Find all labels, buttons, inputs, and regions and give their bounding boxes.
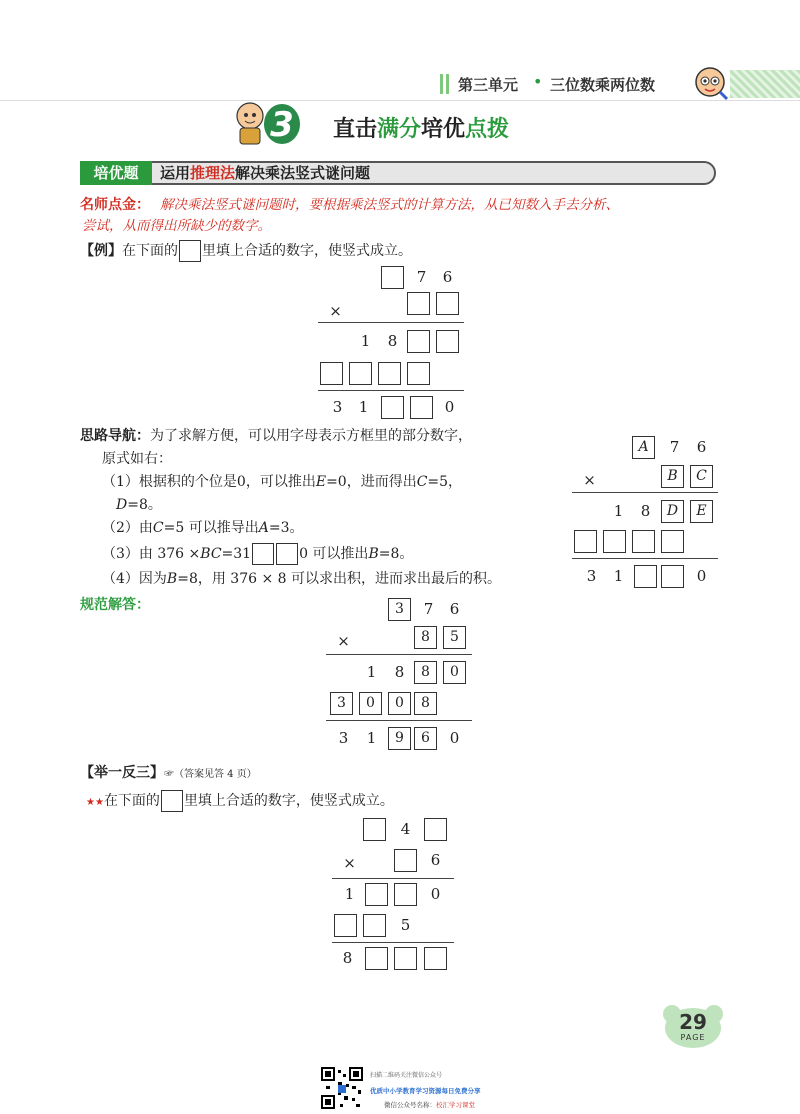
header-topic: 三位数乘两位数	[550, 76, 656, 94]
ans-box: 6	[414, 727, 437, 750]
ans-box: 8	[414, 626, 437, 649]
letter-box	[661, 530, 684, 553]
letter-box-a	[632, 436, 655, 459]
step-3-var: BC	[200, 546, 222, 562]
ans-digit: 1	[366, 729, 377, 747]
ans-box: 0	[443, 661, 466, 684]
blank-box	[252, 543, 274, 565]
ans-box: 0	[359, 692, 382, 715]
step-2-text: =3。	[268, 520, 304, 536]
step-1-text: （1）根据积的个位是0，可以推出	[102, 474, 316, 490]
ex-digit: 8	[387, 332, 398, 350]
practice-text1: 在下面的	[103, 793, 160, 809]
pr-digit: 5	[400, 916, 411, 934]
header-dot: •	[533, 72, 543, 91]
ex-rule	[318, 390, 464, 391]
pr-rule	[332, 878, 454, 879]
step-2	[102, 518, 304, 538]
blank-box	[276, 543, 298, 565]
ans-rule	[326, 720, 472, 721]
banner-title	[160, 163, 370, 183]
letter-box	[603, 530, 626, 553]
ex-box	[349, 362, 372, 385]
practice-note: ☞（答案见答 4 页）	[164, 769, 257, 780]
letter-d: D	[666, 503, 679, 519]
example-text2: 里填上合适的数字，使竖式成立。	[202, 243, 412, 259]
step-2-text: （2）由	[102, 520, 153, 536]
ex-times: ×	[329, 302, 342, 320]
letter-digit: 6	[696, 438, 707, 456]
step-1-cont	[116, 495, 162, 515]
letter-e: E	[696, 503, 707, 519]
footer-line1: 优质中小学教育学习资源每日免费分享	[370, 1087, 481, 1095]
ans-box: 8	[414, 661, 437, 684]
ex-rule	[318, 322, 464, 323]
step-1-text: =5，	[427, 474, 463, 490]
step-4	[102, 569, 501, 589]
pr-box	[365, 947, 388, 970]
step-1-var: D	[116, 497, 128, 513]
letter-box	[661, 565, 684, 588]
step-3-var: B	[368, 546, 379, 562]
ans-box: 0	[388, 692, 411, 715]
header-stripes	[440, 74, 443, 94]
ex-box	[410, 396, 433, 419]
pr-digit: 1	[344, 885, 355, 903]
ex-box-e	[436, 330, 459, 353]
step-2-text: =5 可以推导出	[163, 520, 259, 536]
header-stripes-2	[446, 74, 449, 94]
title-number: 3	[270, 105, 294, 145]
step-2-var: A	[258, 520, 269, 536]
letter-digit: 0	[696, 567, 707, 585]
letter-box	[634, 565, 657, 588]
practice-stars: ★★	[86, 797, 104, 808]
title-part1: 直击	[333, 117, 378, 142]
pr-digit: 4	[400, 820, 411, 838]
ex-box	[320, 362, 343, 385]
thinking-intro: 为了求解方便，可以用字母表示方框里的部分数字，	[150, 428, 472, 444]
mascot-icon	[694, 66, 728, 100]
letter-digit: 3	[586, 567, 597, 585]
title-part3: 培优	[421, 117, 466, 142]
blank-box	[161, 790, 183, 812]
letter-rule	[572, 558, 718, 559]
pr-digit: 8	[342, 949, 353, 967]
letter-box-b	[661, 465, 684, 488]
pr-box	[363, 914, 386, 937]
letter-digit: 8	[640, 502, 651, 520]
pr-box	[394, 849, 417, 872]
ans-digit: 7	[423, 600, 434, 618]
pr-digit: 6	[430, 851, 441, 869]
tip-line1: 解决乘法竖式谜问题时，要根据乘法竖式的计算方法，从已知数入手去分析、	[160, 197, 619, 213]
pr-box	[363, 818, 386, 841]
title-mascot-icon	[232, 98, 302, 148]
ans-digit: 3	[338, 729, 349, 747]
practice-label: 【举一反三】	[80, 765, 164, 781]
letter-digit: 1	[613, 502, 624, 520]
ex-box-b	[407, 292, 430, 315]
step-1-var: E	[315, 474, 327, 490]
ex-box-d	[407, 330, 430, 353]
example-label: 【例】	[80, 243, 122, 259]
step-1-var: C	[416, 474, 428, 490]
title-part4: 点拨	[465, 117, 510, 142]
ex-digit: 3	[332, 398, 343, 416]
step-4-var: B	[166, 571, 178, 587]
thinking-line	[80, 426, 472, 446]
ex-box	[381, 396, 404, 419]
footer-line2a: 微信公众号名称：	[384, 1101, 436, 1109]
pr-times: ×	[343, 854, 356, 872]
ans-times: ×	[337, 632, 350, 650]
qr-code-icon	[320, 1066, 364, 1110]
practice-question	[86, 790, 394, 813]
ans-digit: 6	[449, 600, 460, 618]
pr-box	[424, 947, 447, 970]
answer-label: 规范解答：	[80, 597, 150, 613]
footer-line2	[384, 1100, 475, 1109]
pr-box	[394, 947, 417, 970]
tip-line2: 尝试，从而得出所缺少的数字。	[82, 218, 271, 234]
step-2-var: C	[152, 520, 164, 536]
step-3-text: =8。	[378, 546, 414, 562]
footer-scan: 扫描二维码关注微信公众号	[370, 1072, 443, 1079]
page-badge	[660, 1002, 726, 1050]
banner-t3: 解决乘法竖式谜问题	[235, 164, 371, 182]
ex-digit: 7	[416, 268, 427, 286]
step-4-text: （4）因为	[102, 571, 167, 587]
pr-box	[424, 818, 447, 841]
letter-box-c	[690, 465, 713, 488]
letter-box	[632, 530, 655, 553]
example-text1: 在下面的	[122, 243, 178, 259]
page-number: 29	[679, 1010, 707, 1034]
pr-box	[334, 914, 357, 937]
pr-box	[365, 883, 388, 906]
ans-digit: 8	[394, 663, 405, 681]
ans-digit: 1	[366, 663, 377, 681]
thinking-label: 思路导航：	[80, 428, 150, 444]
step-1	[102, 472, 462, 492]
header-unit: 第三单元	[458, 76, 519, 94]
banner-tag: 培优题	[80, 161, 152, 185]
practice-line	[80, 763, 257, 785]
step-4-text: =8，用 376 × 8 可以求出积，进而求出最后的积。	[177, 571, 502, 587]
letter-a: A	[638, 439, 649, 455]
ex-digit: 1	[358, 398, 369, 416]
step-1-text: =0，进而得出	[326, 474, 417, 490]
letter-box	[574, 530, 597, 553]
letter-times: ×	[583, 471, 596, 489]
ex-box-c	[436, 292, 459, 315]
step-3-text: 0 可以推出	[299, 546, 369, 562]
banner-t2: 推理法	[190, 164, 236, 182]
ex-box	[407, 362, 430, 385]
page-word: PAGE	[680, 1033, 706, 1042]
banner-t1: 运用	[160, 164, 191, 182]
ex-digit: 0	[444, 398, 455, 416]
ex-digit: 1	[360, 332, 371, 350]
title-part2: 满分	[377, 117, 422, 142]
ans-box: 3	[388, 598, 411, 621]
letter-box-e	[690, 500, 713, 523]
ans-box: 9	[388, 727, 411, 750]
ex-box	[378, 362, 401, 385]
letter-b: B	[667, 468, 678, 484]
header-green-pattern	[730, 70, 800, 98]
header-bar	[440, 68, 800, 102]
practice-text2: 里填上合适的数字，使竖式成立。	[183, 793, 394, 809]
pr-rule	[332, 942, 454, 943]
ans-box: 5	[443, 626, 466, 649]
step-3-text: =31	[221, 546, 252, 562]
page-title	[333, 112, 509, 143]
step-1-text: =8。	[127, 497, 162, 513]
letter-c: C	[696, 468, 707, 484]
ans-box: 8	[414, 692, 437, 715]
letter-box-d	[661, 500, 684, 523]
ans-box: 3	[330, 692, 353, 715]
example-line	[80, 240, 412, 262]
step-3	[102, 543, 413, 565]
pr-digit: 0	[430, 885, 441, 903]
blank-box	[179, 240, 201, 262]
ex-digit: 6	[442, 268, 453, 286]
footer-line2b: 校汇学习课堂	[436, 1101, 475, 1109]
letter-digit: 1	[613, 567, 624, 585]
letter-digit: 7	[669, 438, 680, 456]
ex-box-a	[381, 266, 404, 289]
step-3-text: （3）由 376 ×	[102, 546, 201, 562]
ans-rule	[326, 654, 472, 655]
header-rule	[0, 100, 800, 101]
tip-label: 名师点金：	[80, 197, 150, 213]
thinking-intro2: 原式如右：	[102, 451, 172, 467]
pr-box	[394, 883, 417, 906]
ans-digit: 0	[449, 729, 460, 747]
letter-rule	[572, 492, 718, 493]
